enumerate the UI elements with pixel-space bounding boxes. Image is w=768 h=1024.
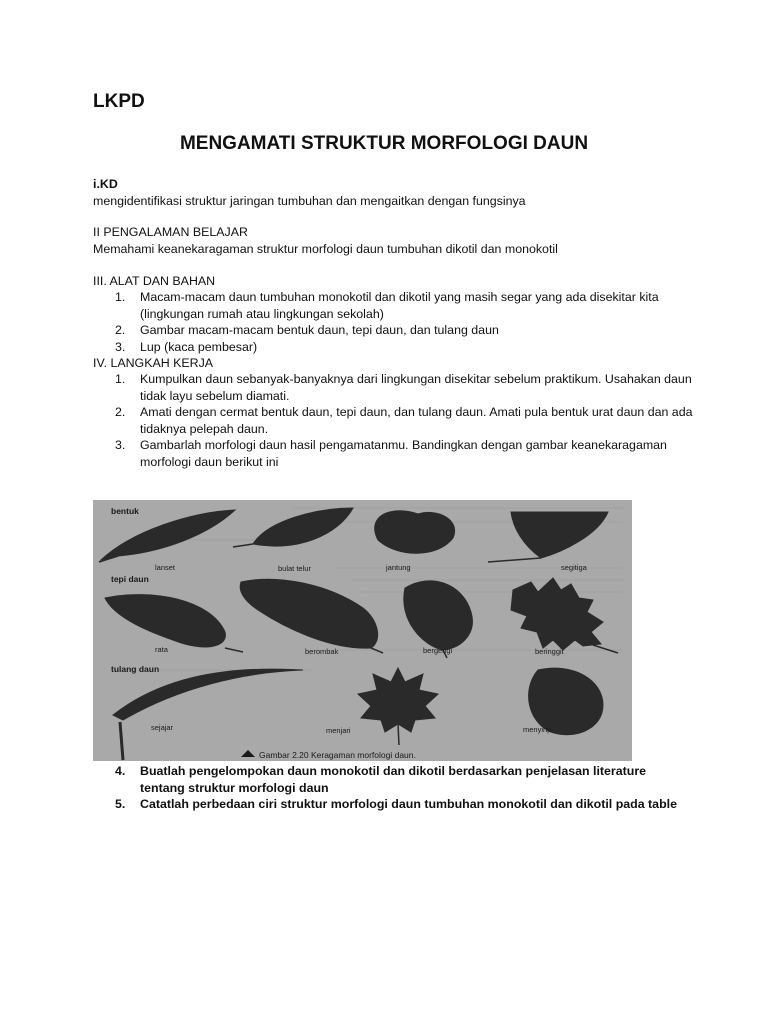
leaf-label-berombak: berombak [305,647,339,656]
leaf-label-menyirip: menyirip [523,725,552,734]
leaf-label-jantung: jantung [386,563,411,572]
leaf-label-segitiga: segitiga [561,563,587,572]
document-label: LKPD [93,91,145,112]
section-langkah-heading: IV. LANGKAH KERJA [93,356,214,370]
leaf-label-rata: rata [155,645,168,654]
group-label-tepi: tepi daun [111,574,149,584]
alat-list [93,289,693,355]
figure-caption: Gambar 2.20 Keragaman morfologi daun. [259,750,416,760]
leaf-morphology-figure [93,500,632,761]
group-label-tulang: tulang daun [111,664,160,674]
section-kd [93,176,526,209]
list-item: 3. Gambarlah morfologi daun hasil pengamatanmu. Bandingkan dengan gambar keanekaragaman morfologi daun berikut ini [115,438,667,469]
document-title: MENGAMATI STRUKTUR MORFOLOGI DAUN [179,133,589,154]
leaf-label-bergerigi: bergerigi [423,646,453,655]
section-pengalaman-heading: II PENGALAMAN BELAJAR [93,225,248,239]
langkah-list-continued [93,763,693,813]
group-label-bentuk: bentuk [111,506,139,516]
list-item: 4. Buatlah pengelompokan daun monokotil dan dikotil berdasarkan penjelasan literature tentang struktur morfologi daun [115,764,647,795]
list-item: 1. Kumpulkan daun sebanyak-banyaknya dari lingkungan disekitar sebelum praktikum. Usahakan daun tidak layu sebelum diamati. [115,372,692,403]
leaf-label-menjari: menjari [326,726,351,735]
leaf-label-bulat-telur: bulat telur [278,564,311,573]
section-pengalaman [93,224,558,257]
section-alat-heading: III. ALAT DAN BAHAN [93,274,216,288]
section-kd-heading: i.KD [93,177,118,191]
section-kd-text: mengidentifikasi struktur jaringan tumbuhan dan mengaitkan dengan fungsinya [93,193,526,208]
list-item: 1. Macam-macam daun tumbuhan monokotil dan dikotil yang masih segar yang ada disekitar kita (lingkungan rumah atau lingkungan sekolah) [115,290,659,321]
leaf-label-sejajar: sejajar [151,723,174,732]
section-pengalaman-text: Memahami keanekaragaman struktur morfologi daun tumbuhan dikotil dan monokotil [93,241,558,256]
leaf-label-beringgit: beringgit [535,647,564,656]
leaf-label-lanset: lanset [155,563,176,572]
list-item: 3. Lup (kaca pembesar) [115,339,258,354]
list-item: 5. Catatlah perbedaan ciri struktur morfologi daun tumbuhan monokotil dan dikotil pada table [115,797,677,811]
langkah-list [93,371,693,470]
list-item: 2. Gambar macam-macam bentuk daun, tepi daun, dan tulang daun [115,323,499,337]
list-item: 2. Amati dengan cermat bentuk daun, tepi daun, dan tulang daun. Amati pula bentuk urat daun dan ada tidaknya pelepah daun. [115,405,693,436]
